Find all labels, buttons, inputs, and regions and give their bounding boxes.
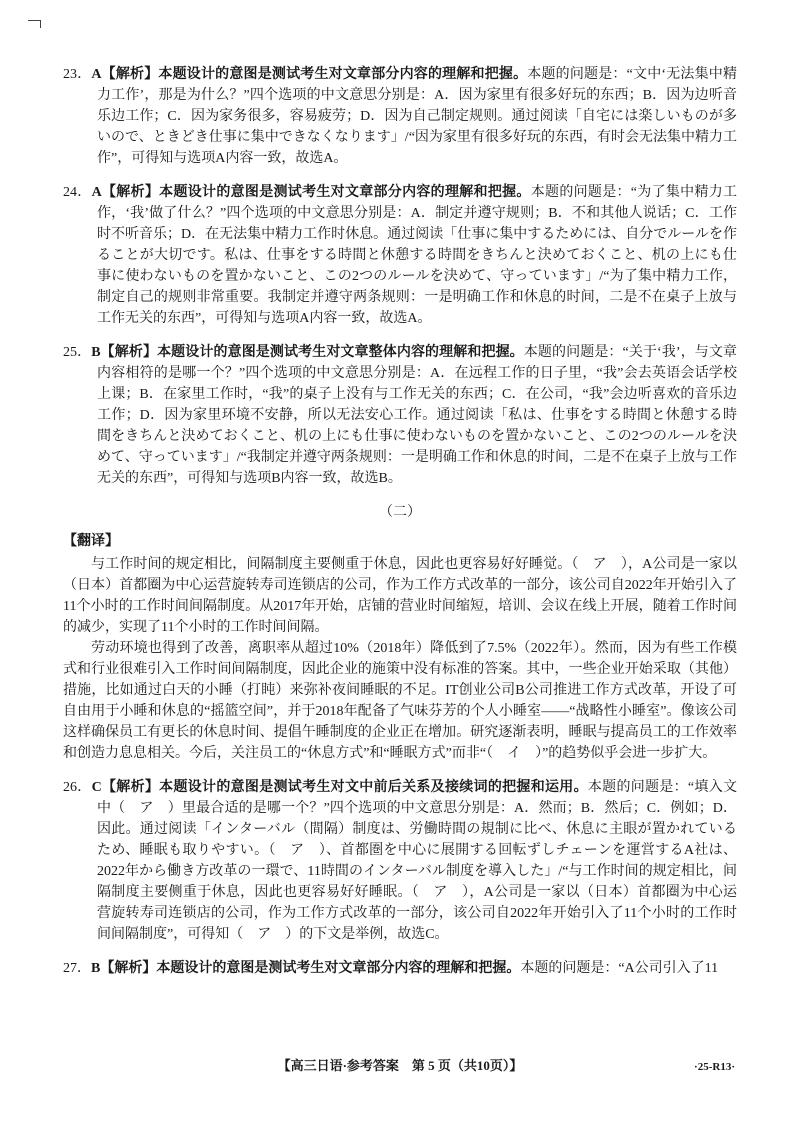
item-answer-analysis: B【解析】本题设计的意图是测试考生对文章整体内容的理解和把握。 <box>91 345 524 360</box>
answer-item-23 <box>63 64 737 169</box>
translation-paragraph-2: 劳动环境也得到了改善，离职率从超过10%（2018年）降低到了7.5%（2022年）。然而，因为有些工作模式和行业很难引入工作时间间隔制度，因此企业的施策中没有标准的答案。其中，一些企业开始采取（其他）措施，比如通过白天的小睡（打盹）来弥补夜间睡眠的不足。IT创业公司B公司推进工作方式改革，开设了可自由用于小睡和休息的“摇篮空间”，并于2018年配备了气味芬芳的个人小睡室——“战略性小睡室”。像该公司这样确保员工有更长的休息时间、提倡午睡制度的企业正在增加。研究逐渐表明，睡眠与提高员工的工作效率和创造力息息相关。今后，关注员工的“休息方式”和“睡眠方式”而非“（ イ ）”的趋势似乎会进一步扩大。 <box>63 641 737 761</box>
translation-paragraph-1: 与工作时间的规定相比，间隔制度主要侧重于休息，因此也更容易好好睡觉。（ ア ），A公司是一家以（日本）首都圈为中心运营旋转寿司连锁店的公司，作为工作方式改革的一部分，该公司自2022年开始引入了11个小时的工作时间间隔制度。从2017年开始，店铺的营业时间缩短，培训、会议在线上开展，随着工作时间的减少，实现了11个小时的工作时间间隔。 <box>63 557 737 635</box>
item-number: 27． <box>63 961 91 976</box>
item-number: 24． <box>63 185 92 200</box>
crop-corner-mark <box>28 20 41 28</box>
section-marker: （二） <box>379 505 421 520</box>
item-answer-analysis: C【解析】本题设计的意图是测试考生对文中前后关系及接续词的把握和运用。 <box>91 780 588 795</box>
item-explanation: 本题的问题是：“A公司引入了11 <box>520 961 719 976</box>
item-number: 26． <box>63 780 92 795</box>
translation-section <box>63 531 737 764</box>
footer-page-label: 【高三日语·参考答案 第 5 页（共10页）】 <box>277 1058 523 1073</box>
item-answer-analysis: A【解析】本题设计的意图是测试考生对文章部分内容的理解和把握。 <box>91 185 531 200</box>
answer-item-27 <box>63 958 737 979</box>
answer-item-26 <box>63 777 737 945</box>
item-explanation: 本题的问题是：“为了集中精力工作，‘我’做了什么？”四个选项的中文意思分别是：A．制定并遵守规则；B．不和其他人说话；C．工作时不听音乐；D．在无法集中精力工作时休息。通过阅读「仕事に集中するためには、自分でルールを作ることが大切です。私は、仕事をする時間と休憩する時間をきちんと決めておくこと、机の上にも仕事に使わないものを置かないこと、この2つのルールを決めて、守っています」/“为了集中精力工作，制定自己的规则非常重要。我制定并遵守两条规则：一是明确工作和休息的时间，二是不在桌子上放与工作无关的东西”，可得知与选项A内容一致，故选A。 <box>97 185 738 326</box>
answer-item-25 <box>63 342 737 489</box>
item-explanation: 本题的问题是：“关于‘我’，与文章内容相符的是哪一个？”四个选项的中文意思分别是：A．在远程工作的日子里，“我”会去英语会话学校上课；B．在家里工作时，“我”的桌子上没有与工作无关的东西；C．在公司，“我”会边听喜欢的音乐边工作；D．因为家里环境不安静，所以无法安心工作。通过阅读「私は、仕事をする時間と休憩する時間をきちんと決めておくこと、机の上にも仕事に使わないものを置かないこと、この2つのルールを決めて、守っています」/“我制定并遵守两条规则：一是明确工作和休息的时间，二是不在桌子上放与工作无关的东西”，可得知与选项B内容一致，故选B。 <box>97 345 738 486</box>
page-content <box>63 64 737 992</box>
item-explanation: 本题的问题是：“填入文中（ ア ）里最合适的是哪一个？”四个选项的中文意思分别是：A．然而；B．然后；C．例如；D．因此。通过阅读「インターバル（間隔）制度は、労働時間の規制に比べ、休息に主眼が置かれているため、睡眠も取りやすい。（ ア ）、首都圏を中心に展開する回転ずしチェーンを運営するA社は、2022年から働き方改革の一環で、11時間のインターバル制度を導入した」/“与工作时间的规定相比，间隔制度主要侧重于休息，因此也更容易好好睡眠。（ ア ），A公司是一家以（日本）首都圈为中心运营旋转寿司连锁店的公司，作为工作方式改革的一部分，该公司自2022年开始引入了11个小时的工作时间间隔制度”，可得知（ ア ）的下文是举例，故选C。 <box>97 780 738 942</box>
item-answer-analysis: B【解析】本题设计的意图是测试考生对文章部分内容的理解和把握。 <box>91 961 521 976</box>
item-number: 23． <box>63 67 92 82</box>
answer-item-24 <box>63 182 737 329</box>
item-number: 25． <box>63 345 92 360</box>
translation-heading: 【翻译】 <box>63 534 119 549</box>
page-footer <box>63 1055 737 1076</box>
item-explanation: 本题的问题是：“文中‘无法集中精力工作’，那是为什么？”四个选项的中文意思分别是：A．因为家里有很多好玩的东西；B．因为边听音乐边工作；C．因为家务很多，容易疲劳；D．因为自己制定规则。通过阅读「自宅には楽しいものが多いので、ときどき仕事に集中できなくなります」/“因为家里有很多好玩的东西，有时会无法集中精力工作”，可得知与选项A内容一致，故选A。 <box>97 67 737 166</box>
footer-code: ·25-R13· <box>694 1061 735 1073</box>
item-answer-analysis: A【解析】本题设计的意图是测试考生对文章部分内容的理解和把握。 <box>91 67 528 82</box>
